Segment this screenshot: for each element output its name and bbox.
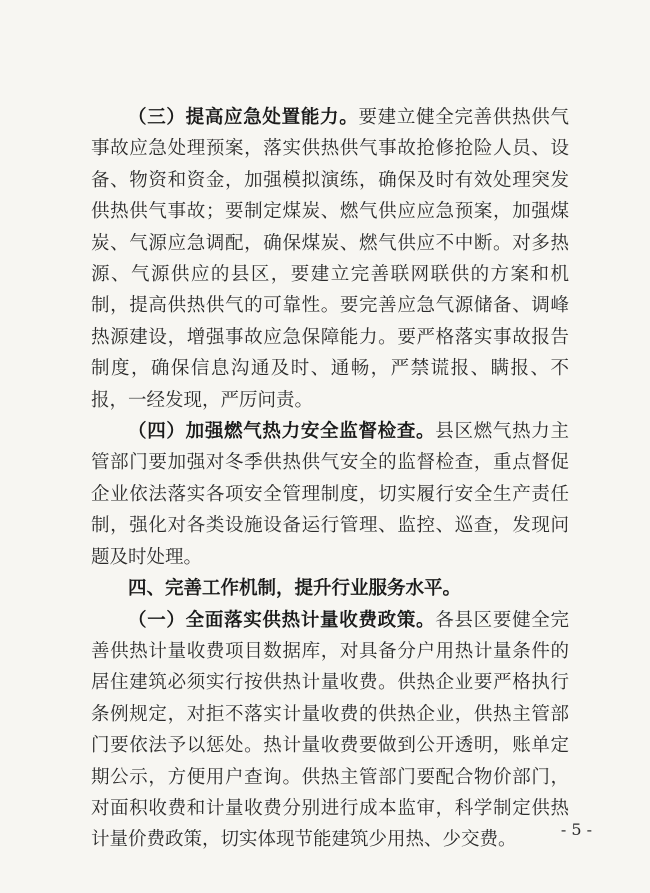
- paragraph-lead: （一）全面落实供热计量收费政策。: [128, 609, 436, 631]
- paragraph-text: 各县区要健全完善供热计量收费项目数据库，对具备分户用热计量条件的居住建筑必须实行按供热计量收费。供热企业要严格执行条例规定，对拒不落实计量收费的供热企业，供热主管部门要依法予以惩处。热计量收费要做到公开透明，账单定期公示，方便用户查询。供热主管部门要配合物价部门，对面积收费和计量收费分别进行成本监审，科学制定供热计量价费政策，切实体现节能建筑少用热、少交费。: [91, 609, 569, 851]
- paragraph-lead: （四）加强燃气热力安全监督检查。: [128, 421, 436, 443]
- paragraph-safety-inspection: [91, 416, 569, 573]
- page-number: - 5 -: [560, 820, 592, 839]
- paragraph-emergency-response: [91, 102, 569, 416]
- section-heading: 四、完善工作机制，提升行业服务水平。: [128, 578, 462, 600]
- paragraph-text: 县区燃气热力主管部门要加强对冬季供热供气安全的监督检查，重点督促企业依法落实各项安全管理制度，切实履行安全生产责任制，强化对各类设施设备运行管理、监控、巡查，发现问题及时处理。: [91, 421, 569, 568]
- paragraph-lead: （三）提高应急处置能力。: [128, 107, 359, 128]
- document-body: [91, 102, 569, 856]
- paragraph-text: 要建立健全完善供热供气事故应急处理预案，落实供热供气事故抢修抢险人员、设备、物资和资金，加强模拟演练，确保及时有效处理突发供热供气事故；要制定煤炭、燃气供应应急预案，加强煤炭、气源应急调配，确保煤炭、燃气供应不中断。对多热源、气源供应的县区，要建立完善联网联供的方案和机制，提高供热供气的可靠性。要完善应急气源储备、调峰热源建设，增强事故应急保障能力。要严格落实事故报告制度，确保信息沟通及时、通畅，严禁谎报、瞒报、不报，一经发现，严厉问责。: [91, 107, 569, 411]
- paragraph-metering-policy: [91, 605, 569, 856]
